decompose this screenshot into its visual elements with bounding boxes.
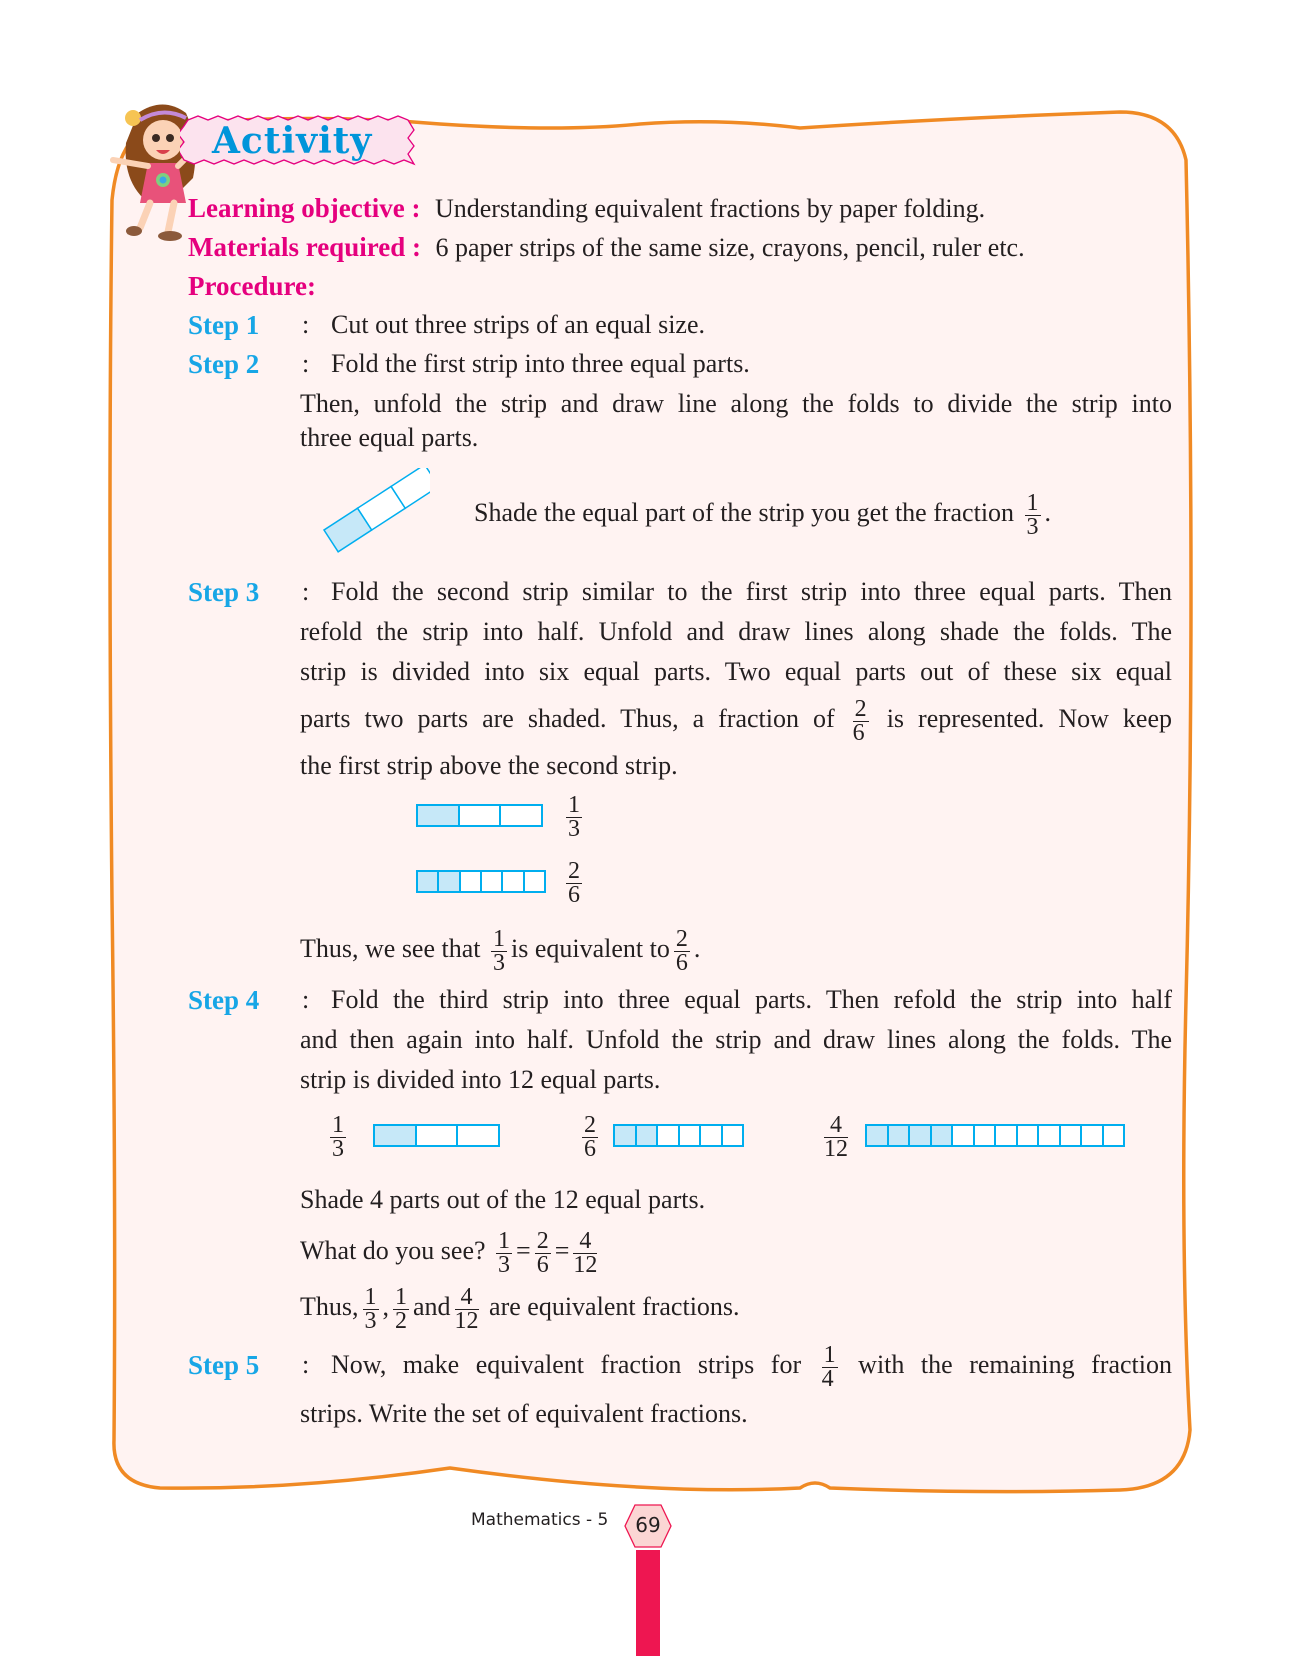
strip-cell (656, 1126, 678, 1145)
fraction (491, 925, 507, 976)
strip-cell (678, 1126, 700, 1145)
learning-objective (188, 188, 985, 229)
strip-cell-shaded (437, 872, 458, 891)
step-2-shade-instruction (474, 488, 1051, 539)
activity-title: Activity (212, 120, 373, 162)
strip-cell (501, 872, 522, 891)
step-2-colon: : (302, 349, 310, 378)
strip-label-four-twelfths (820, 1110, 852, 1161)
numerator: 2 (584, 1111, 596, 1138)
numerator: 2 (675, 925, 688, 952)
fraction-strip-thirds (416, 804, 543, 827)
text: What do you see? (300, 1236, 486, 1265)
strip-cell-shaded (635, 1126, 657, 1145)
numerator: 1 (364, 1283, 377, 1310)
numerator: 1 (568, 791, 580, 818)
denominator: 4 (821, 1365, 834, 1392)
strip-cell-shaded (908, 1126, 930, 1145)
denominator: 12 (824, 1135, 848, 1162)
step-3-conclusion (300, 924, 700, 975)
strip-cell (456, 1126, 498, 1145)
denominator: 3 (498, 1251, 511, 1278)
denominator: 6 (584, 1135, 596, 1162)
strip-cell (415, 1126, 457, 1145)
strip-cell-shaded (887, 1126, 909, 1145)
step-4-line-2: and then again into half. Unfold the strip and draw lines along the folds. The (300, 1025, 1172, 1054)
numerator: 4 (824, 1114, 848, 1138)
step-4-colon: : (302, 985, 310, 1014)
page-tab-bar (636, 1550, 660, 1656)
numerator: 2 (568, 857, 580, 884)
strip-cell (523, 872, 544, 891)
step-3-line-2: refold the strip into half. Unfold and draw lines along shade the folds. The (300, 617, 1172, 646)
strip-label-two-sixths (578, 1110, 602, 1161)
fraction (496, 1227, 512, 1278)
step-5-line-1 (331, 1340, 1172, 1391)
strip-cell (1037, 1126, 1059, 1145)
strip-cell (458, 806, 500, 825)
fraction-strip-twelfths (865, 1124, 1125, 1147)
strip-cell-shaded (867, 1126, 887, 1145)
strip-cell-shaded (615, 1126, 635, 1145)
text: parts two parts are shaded. Thus, a fraction of (300, 704, 835, 733)
numerator: 1 (332, 1111, 344, 1138)
step-3-line-4 (300, 694, 1172, 745)
strip-cell (480, 872, 501, 891)
denominator: 6 (568, 881, 580, 908)
strip-cell (1059, 1126, 1081, 1145)
strip-label-one-third (562, 790, 586, 841)
fraction-strip-sixths (416, 870, 546, 893)
numerator: 4 (455, 1286, 479, 1310)
step-3-line-3: strip is divided into six equal parts. Two equal parts out of these six equal (300, 657, 1172, 686)
page-number: 69 (635, 1513, 661, 1537)
materials-text: 6 paper strips of the same size, crayons, pencil, ruler etc. (435, 233, 1025, 262)
step-5-label: Step 5 (188, 1350, 260, 1380)
denominator: 12 (454, 1307, 479, 1334)
equals-sign: = (516, 1236, 531, 1265)
step-4-line-3: strip is divided into 12 equal parts. (300, 1065, 661, 1094)
strip-cell (994, 1126, 1016, 1145)
denominator: 6 (852, 719, 865, 746)
period: . (693, 934, 701, 963)
numerator: 1 (493, 925, 506, 952)
step-4-thus-line (300, 1282, 740, 1333)
strip-cell-shaded (418, 872, 437, 891)
denominator: 6 (536, 1251, 549, 1278)
strip-cell (721, 1126, 743, 1145)
slanted-strip-one-third (318, 468, 430, 554)
learning-objective-label: Learning objective : (188, 193, 421, 223)
step-4-what-do-you-see (300, 1226, 601, 1277)
step-2-label: Step 2 (188, 349, 260, 379)
text: with the remaining fraction (858, 1350, 1172, 1379)
strip-cell (1016, 1126, 1038, 1145)
denominator: 3 (364, 1307, 377, 1334)
numerator: 1 (823, 1341, 836, 1368)
step-3-colon: : (302, 577, 310, 606)
text: and (413, 1292, 451, 1321)
step-1-colon: : (302, 310, 310, 339)
strip-cell-shaded (375, 1126, 415, 1145)
footer-subject: Mathematics - 5 (471, 1510, 609, 1530)
denominator: 3 (332, 1135, 344, 1162)
period: . (1044, 498, 1052, 527)
strip-cell (699, 1126, 721, 1145)
step-5-colon: : (302, 1350, 310, 1379)
strip-cell (951, 1126, 973, 1145)
denominator: 12 (573, 1251, 598, 1278)
step-1-text: Cut out three strips of an equal size. (331, 310, 706, 339)
text: is equivalent to (511, 934, 670, 963)
denominator: 3 (493, 949, 506, 976)
step-2-line-1: Fold the first strip into three equal parts. (331, 349, 750, 378)
procedure-heading: Procedure: (188, 271, 316, 301)
text: Now, make equivalent fraction strips for (331, 1350, 802, 1379)
step-2-line-3: three equal parts. (300, 423, 479, 452)
comma: , (382, 1292, 389, 1321)
strip-cell-shaded (930, 1126, 952, 1145)
learning-objective-text: Understanding equivalent fractions by paper folding. (434, 194, 986, 223)
text: are equivalent fractions. (489, 1292, 740, 1321)
fraction (573, 1227, 598, 1278)
step-4-line-1: Fold the third strip into three equal parts. Then refold the strip into half (331, 985, 1172, 1014)
fraction (363, 1283, 379, 1334)
fraction (393, 1283, 409, 1334)
step-4-shade-line: Shade 4 parts out of the 12 equal parts. (300, 1185, 706, 1214)
text: Thus, (300, 1292, 359, 1321)
strip-cell (1080, 1126, 1102, 1145)
materials-required (188, 227, 1025, 268)
fraction (535, 1227, 551, 1278)
fraction-one-third (1025, 489, 1041, 540)
shade-text: Shade the equal part of the strip you get the fraction (474, 498, 1015, 527)
step-4-label: Step 4 (188, 985, 260, 1015)
text: is represented. Now keep (886, 704, 1173, 733)
step-3-label: Step 3 (188, 577, 260, 607)
fraction-one-fourth (821, 1341, 838, 1392)
equals-sign: = (554, 1236, 570, 1265)
denominator: 3 (568, 815, 580, 842)
strip-label-one-third (326, 1110, 350, 1161)
fraction-two-sixths (852, 695, 869, 746)
strip-cell (1102, 1126, 1124, 1145)
step-3-line-1: Fold the second strip similar to the first strip into three equal parts. Then (331, 577, 1172, 606)
numerator: 1 (395, 1283, 407, 1310)
step-3-line-5: the first strip above the second strip. (300, 751, 678, 780)
fraction-strip-thirds (373, 1124, 500, 1147)
numerator: 4 (573, 1230, 597, 1254)
fraction-strip-sixths (613, 1124, 744, 1147)
strip-label-two-sixths (562, 856, 586, 907)
strip-cell (499, 806, 541, 825)
text: Thus, we see that (300, 934, 481, 963)
materials-label: Materials required : (188, 232, 421, 262)
fraction (674, 925, 690, 976)
numerator: 2 (854, 695, 867, 722)
step-2-line-2: Then, unfold the strip and draw line along the folds to divide the strip into (300, 389, 1172, 418)
strip-cell (973, 1126, 995, 1145)
fraction (454, 1283, 479, 1334)
denominator: 3 (1026, 513, 1039, 540)
step-1-label: Step 1 (188, 310, 260, 340)
numerator: 2 (536, 1227, 549, 1254)
step-5-line-2: strips. Write the set of equivalent fractions. (300, 1399, 748, 1428)
denominator: 2 (395, 1307, 407, 1334)
strip-cell-shaded (418, 806, 458, 825)
denominator: 6 (675, 949, 688, 976)
numerator: 1 (1026, 489, 1039, 516)
strip-cell (459, 872, 480, 891)
numerator: 1 (498, 1227, 511, 1254)
